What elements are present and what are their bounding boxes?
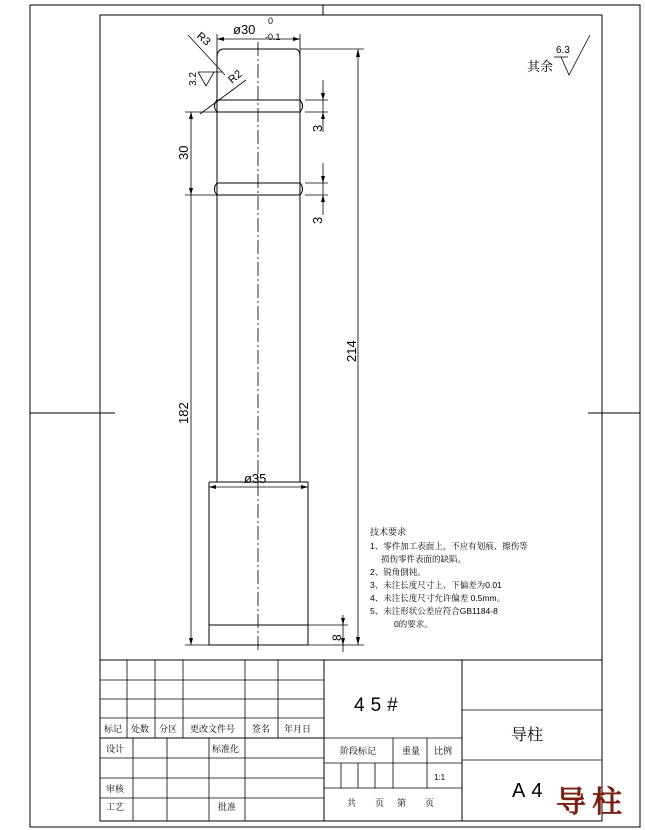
tol-upper: 0 bbox=[268, 16, 274, 26]
dim-3a-label: 3 bbox=[310, 124, 325, 132]
dim-3b-label: 3 bbox=[310, 216, 325, 224]
approve-label: 批准 bbox=[218, 802, 237, 812]
weight-label: 重量 bbox=[402, 746, 421, 756]
tech-requirements bbox=[370, 526, 528, 629]
sheet-size: A4 bbox=[512, 780, 549, 802]
rev-header: 签名 bbox=[252, 724, 271, 734]
dia-bottom-label: ø35 bbox=[244, 471, 267, 486]
roughness-other-label: 其余 bbox=[527, 59, 554, 74]
tech-line: 1、零件加工表面上，不应有划痕、擦伤等 bbox=[370, 541, 528, 551]
dim-8-label: 8 bbox=[330, 634, 344, 641]
tech-line: 5、未注形状公差应符合GB1184-8 bbox=[370, 606, 498, 616]
scale-value: 1:1 bbox=[434, 773, 446, 782]
dim-30-label: 30 bbox=[176, 145, 191, 160]
roughness-other-value: 6.3 bbox=[556, 45, 570, 56]
watermark: 导柱 bbox=[556, 785, 628, 820]
scale-label: 比例 bbox=[434, 746, 453, 756]
tech-line: 2、锐角倒钝。 bbox=[370, 567, 426, 577]
standardize-label: 标准化 bbox=[212, 744, 240, 754]
r3-label: R3 bbox=[194, 30, 213, 49]
tech-line: 损伤零件表面的缺陷。 bbox=[381, 554, 467, 564]
part-outline bbox=[209, 49, 308, 645]
design-label: 设计 bbox=[106, 744, 125, 754]
roughness-32-label: 3.2 bbox=[188, 72, 199, 86]
outer-border bbox=[30, 5, 640, 827]
dim-182-label: 182 bbox=[176, 402, 191, 424]
rev-header: 处数 bbox=[131, 724, 150, 734]
dia-top-label: ø30 bbox=[233, 22, 256, 37]
rev-header: 年月日 bbox=[284, 724, 312, 734]
rev-header: 更改文件号 bbox=[190, 724, 236, 734]
check-label: 审核 bbox=[106, 784, 125, 794]
stage-mark-label: 阶段标记 bbox=[340, 746, 377, 756]
process-label: 工艺 bbox=[106, 802, 125, 812]
pages-label: 页 bbox=[425, 798, 435, 808]
pages-label: 共 bbox=[347, 798, 357, 808]
rev-header: 标记 bbox=[104, 724, 123, 734]
dim-214-label: 214 bbox=[344, 340, 359, 362]
tech-line: 3、未注长度尺寸上、下偏差为0.01 bbox=[370, 580, 502, 590]
tech-line: 0的要求。 bbox=[394, 619, 433, 629]
material-label: 45# bbox=[354, 695, 404, 716]
tech-line: 4、未注长度尺寸允许偏差 0.5mm。 bbox=[370, 593, 506, 603]
rev-header: 分区 bbox=[159, 724, 178, 734]
part-name: 导柱 bbox=[511, 727, 544, 744]
tech-title: 技术要求 bbox=[370, 527, 407, 537]
r2-label: R2 bbox=[226, 68, 245, 87]
tol-lower: -0.1 bbox=[265, 32, 281, 42]
pages-label: 页 bbox=[375, 798, 385, 808]
pages-label: 第 bbox=[397, 798, 407, 808]
